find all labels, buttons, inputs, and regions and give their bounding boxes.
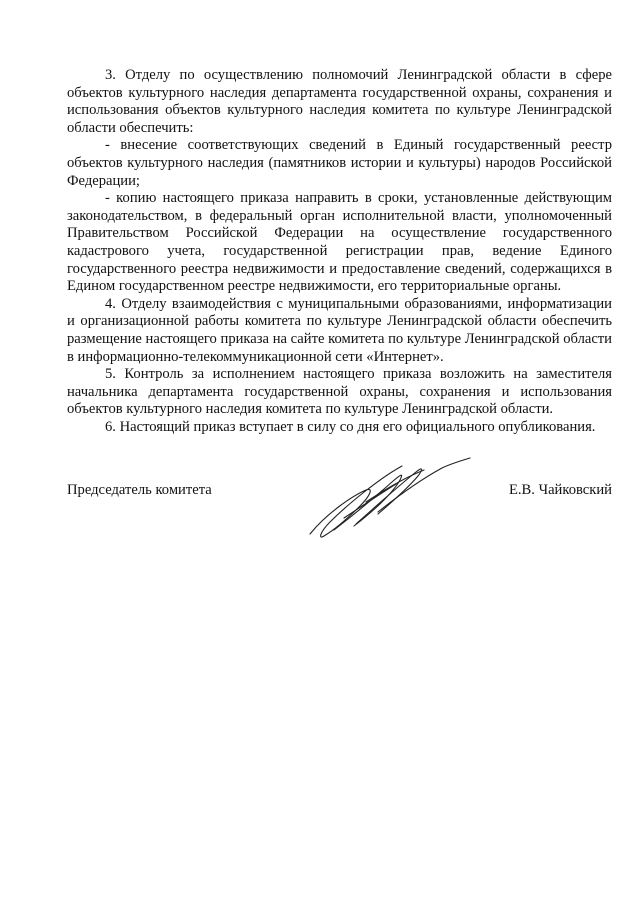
paragraph-3: 3. Отделу по осуществлению полномочий Ленинградской области в сфере объектов культурного наследия департамента государственной охраны, сохранения и использования объектов культурного наследия комитета по культуре Ленинградской области обеспечить: bbox=[67, 67, 612, 136]
signatory-name: Е.В. Чайковский bbox=[508, 482, 612, 498]
signatory-title: Председатель комитета bbox=[67, 482, 212, 498]
paragraph-5: 5. Контроль за исполнением настоящего приказа возложить на заместителя начальника департамента государственной охраны, сохранения и использования объектов культурного наследия комитета по культуре Ленинградской области. bbox=[67, 366, 612, 418]
paragraph-3-item-registry: - внесение соответствующих сведений в Единый государственный реестр объектов культурного наследия (памятников истории и культуры) народов Российской Федерации; bbox=[67, 137, 612, 189]
signature-block bbox=[67, 482, 612, 562]
paragraph-4: 4. Отделу взаимодействия с муниципальными образованиями, информатизации и организационной работы комитета по культуре Ленинградской области обеспечить размещение настоящего приказа на сайте комитета по культуре Ленинградской области в информационно-телекоммуникационной сети «Интернет». bbox=[67, 295, 612, 365]
paragraph-3-item-copy: - копию настоящего приказа направить в сроки, установленные действующим законодательством, в федеральный орган исполнительной власти, уполномоченный Правительством Российской Федерации на осуществление государственного кадастрового учета, государственной регистрации прав, ведение Единого государственного реестра недвижимости и предоставление сведений, содержащихся в Едином государственном реестре недвижимости, его территориальные органы. bbox=[67, 190, 612, 295]
paragraph-6: 6. Настоящий приказ вступает в силу со дня его официального опубликования. bbox=[105, 418, 596, 435]
handwritten-signature bbox=[304, 456, 474, 542]
document-body bbox=[67, 67, 612, 436]
